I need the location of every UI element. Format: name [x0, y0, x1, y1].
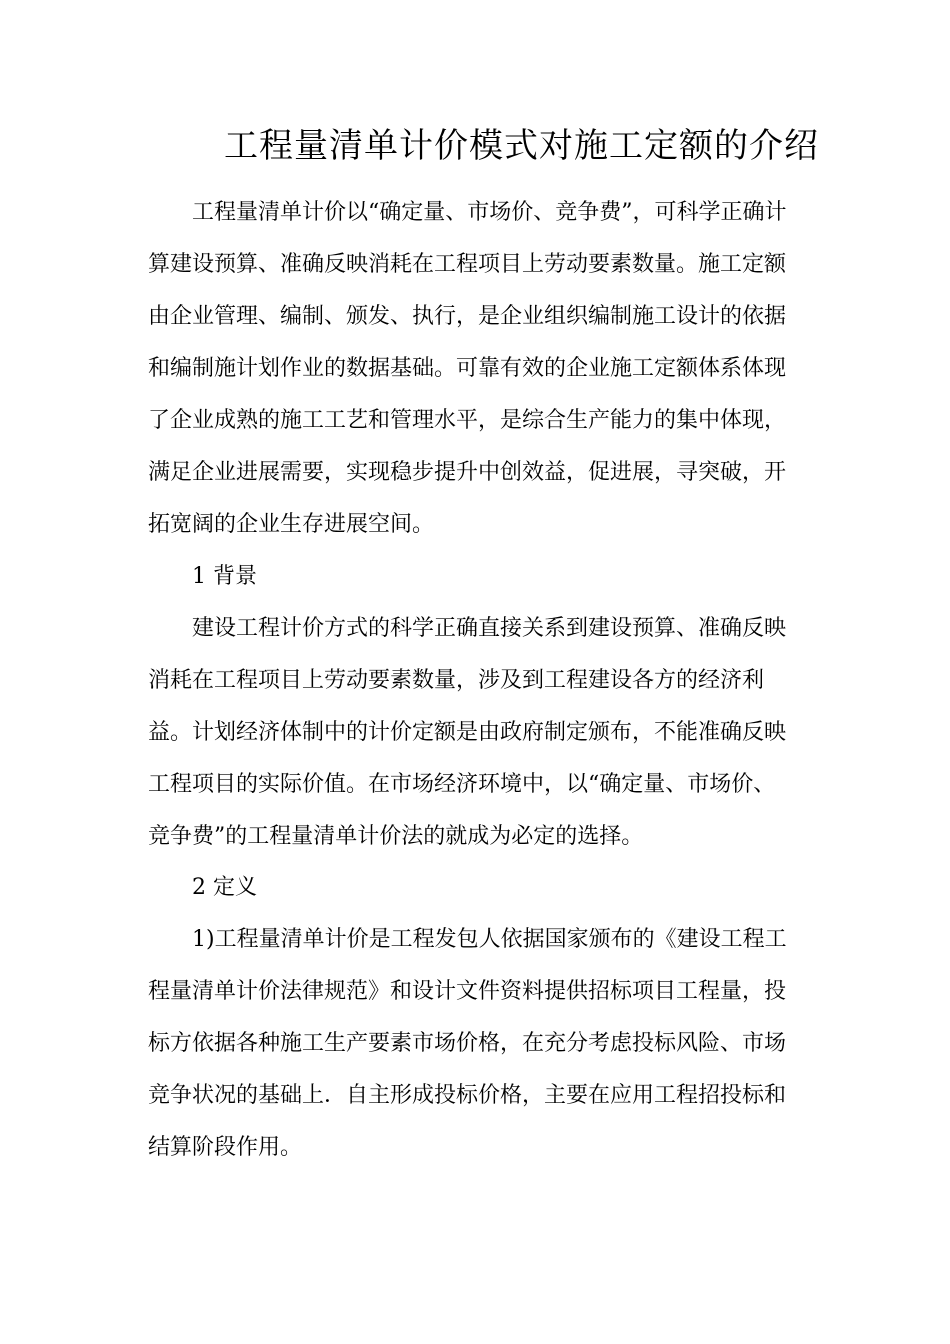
intro-line-5: 了企业成熟的施工工艺和管理水平，是综合生产能力的集中体现， [148, 408, 787, 433]
document-title: 工程量清单计价模式对施工定额的介绍 [224, 126, 819, 166]
intro-line-1: 工程量清单计价以“确定量、市场价、竞争费”，可科学正确计 [192, 200, 787, 225]
background-line-3: 益。计划经济体制中的计价定额是由政府制定颁布，不能准确反映 [148, 720, 787, 745]
background-line-2: 消耗在工程项目上劳动要素数量，涉及到工程建设各方的经济利 [148, 668, 765, 693]
definition-line-4: 竞争状况的基础上．自主形成投标价格，主要在应用工程招投标和 [148, 1083, 787, 1108]
intro-line-4: 和编制施计划作业的数据基础。可靠有效的企业施工定额体系体现 [148, 356, 787, 381]
section-heading-definition: 2 定义 [192, 875, 257, 900]
intro-line-3: 由企业管理、编制、颁发、执行，是企业组织编制施工设计的依据 [148, 304, 787, 329]
definition-line-3: 标方依据各种施工生产要素市场价格，在充分考虑投标风险、市场 [148, 1031, 787, 1056]
definition-line-1: 1)工程量清单计价是工程发包人依据国家颁布的《建设工程工 [192, 927, 787, 952]
definition-line-5: 结算阶段作用。 [148, 1135, 303, 1160]
background-line-1: 建设工程计价方式的科学正确直接关系到建设预算、准确反映 [192, 616, 787, 641]
section-heading-background: 1 背景 [192, 564, 257, 589]
intro-line-6: 满足企业进展需要，实现稳步提升中创效益，促进展，寻突破，开 [148, 460, 787, 485]
intro-line-7: 拓宽阔的企业生存进展空间。 [148, 512, 435, 537]
intro-line-2: 算建设预算、准确反映消耗在工程项目上劳动要素数量。施工定额 [148, 252, 787, 277]
definition-line-2: 程量清单计价法律规范》和设计文件资料提供招标项目工程量，投 [148, 979, 787, 1004]
background-line-5: 竞争费”的工程量清单计价法的就成为必定的选择。 [148, 824, 644, 849]
background-line-4: 工程项目的实际价值。在市场经济环境中，以“确定量、市场价、 [148, 772, 776, 797]
